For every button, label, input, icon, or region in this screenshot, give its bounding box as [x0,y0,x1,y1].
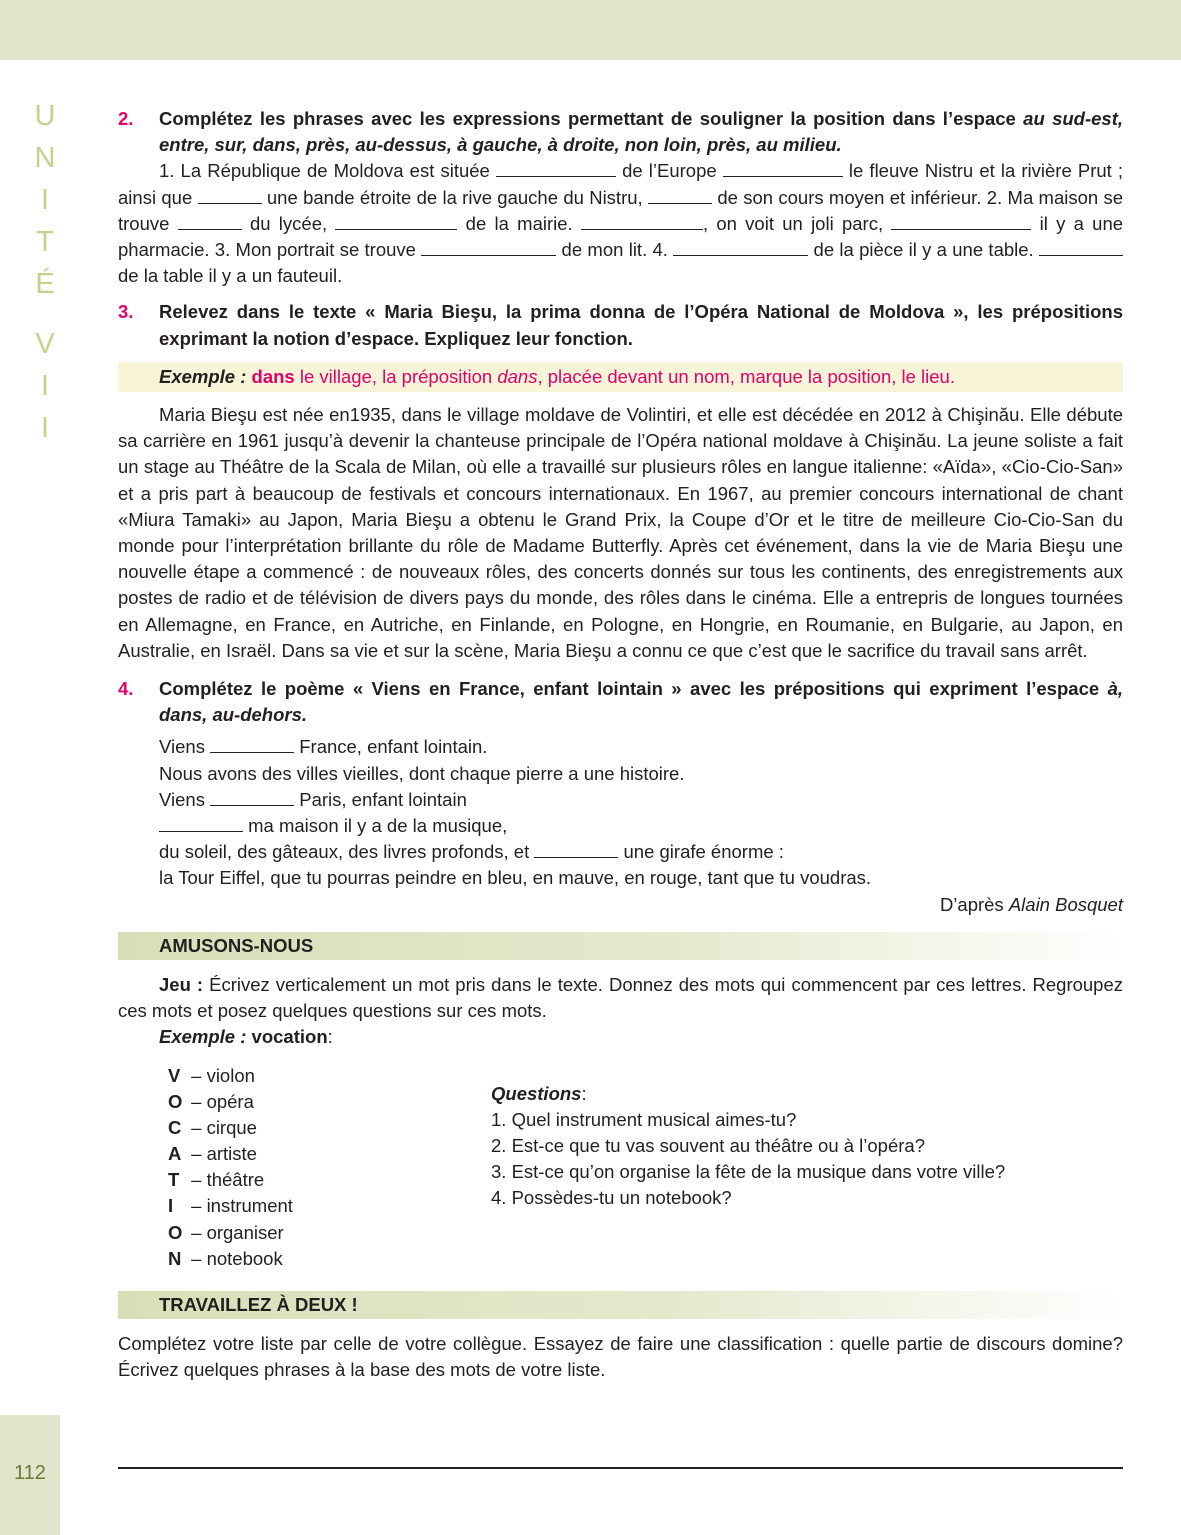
blank[interactable] [178,214,242,230]
list-item: N – notebook [168,1247,283,1269]
blank[interactable] [534,842,618,858]
jeu-example: Exemple : vocation: [159,1026,333,1048]
exercise-number: 3. [118,301,134,323]
list-item: 1. Quel instrument musical aimes-tu? [491,1108,797,1130]
exercise-2-text: 1. La République de Moldova est située de l’Europe le fleuve Nistru et la rivière Prut ; ainsi que une bande étroite de la rive gauche du Nistru, de son cours moyen et inférieur. 2. Ma maison se trouve du lycée, de la mairie. , on voit un joli parc, il y a une pharmacie. 3. Mon portrait se trouve de mon lit. 4. de la pièce il y a une table. de la table il y a un fauteuil. [118,160,1124,287]
list-item: 2. Est-ce que tu vas souvent au théâtre ou à l’opéra? [491,1134,926,1156]
blank[interactable] [421,240,556,256]
example-box: Exemple : dans le village, la préposition dans, placée devant un nom, marque la position, le lieu. [118,362,1123,392]
travaillez-text: Complétez votre liste par celle de votre collègue. Essayez de faire une classification : quelle partie de discours domine? Écrivez quelques phrases à la base des mots de votre liste. [118,1332,1123,1380]
questions-list: Questions: 1. Quel instrument musical aimes-tu? 2. Est-ce que tu vas souvent au théâtre ou à l’opéra? 3. Est-ce qu’on organise la fête de la musique dans votre ville? 4. Possèdes-tu un notebook? [491,1081,1005,1212]
list-item: O – opéra [168,1090,254,1112]
blank[interactable] [673,240,808,256]
poem-attribution: D’après Alain Bosquet [939,893,1123,915]
blank[interactable] [496,161,616,177]
jeu-text: Jeu : Écrivez verticalement un mot pris dans le texte. Donnez des mots qui commencent par ces lettres. Regroupez ces mots et posez quelques questions sur ces mots. [118,973,1124,1022]
exercise-title: Complétez le poème « Viens en France, enfant lointain » avec les prépositions qui expriment l’espace à, dans, au-dehors. [159,678,1124,726]
blank[interactable] [210,790,294,806]
blank[interactable] [891,214,1031,230]
blank[interactable] [581,214,703,230]
acrostic-list [168,1063,293,1273]
blank[interactable] [198,188,262,204]
bottom-rule [118,1467,1123,1469]
list-item: O – organiser [168,1221,284,1243]
unit-label: U N I T É V I I [34,100,58,444]
blank[interactable] [723,161,843,177]
section-heading-travaillez: TRAVAILLEZ À DEUX ! [118,1291,1123,1319]
blank[interactable] [648,188,712,204]
acrostic-area [118,1063,1123,1283]
top-band [0,0,1181,60]
list-item: T – théâtre [168,1169,265,1191]
page-content [118,106,1123,1383]
poem: Viens France, enfant lointain. Nous avons des villes vieilles, dont chaque pierre a une histoire. Viens Paris, enfant lointain ma maison il y a de la musique, du soleil, des gâteaux, des livres profonds, et une girafe énorme : la Tour Eiffel, que tu pourras peindre en bleu, en mauve, en rouge, tant que tu voudras. [159,736,872,889]
exercise-number: 4. [118,678,134,700]
blank[interactable] [1039,240,1123,256]
exercise-4 [118,676,1123,728]
exercise-title: Complétez les phrases avec les expressions permettant de souligner la position dans l’espace au sud-est, entre, sur, dans, près, au-dessus, à gauche, à droite, non loin, près, au milieu. [159,108,1124,156]
exercise-2 [118,106,1123,158]
list-item: V – violon [168,1064,255,1086]
list-item: A – artiste [168,1143,257,1165]
list-item: 4. Possèdes-tu un notebook? [491,1187,732,1209]
blank[interactable] [335,214,457,230]
blank[interactable] [210,737,294,753]
list-item: 3. Est-ce qu’on organise la fête de la musique dans votre ville? [491,1161,1006,1183]
list-item: C – cirque [168,1116,257,1138]
page-number: 112 [14,1462,46,1484]
section-heading-amusons: AMUSONS-NOUS [118,932,1123,960]
exercise-number: 2. [118,108,134,129]
biography-paragraph: Maria Bieşu est née en1935, dans le village moldave de Volintiri, et elle est décédée en 2012 à Chişinău. Elle débute sa carrière en 1961 jusqu’à devenir la chanteuse principale de l’Opéra national moldave à Chişinău. La jeune soliste a fait un stage au Théâtre de la Scala de Milan, où elle a travaillé sur plusieurs rôles en langue italienne: «Aïda», «Cio-Cio-San» et a pris part à beaucoup de festivals et concours internationaux. En 1967, au premier concours international de chant «Miura Tamaki» au Japon, Maria Bieşu a obtenu le Grand Prix, la Coupe d’Or et le titre de meilleure Cio-Cio-San du monde pour l’interprétation brillante du rôle de Madame Butterfly. Après cet événement, dans la vie de Maria Bieşu une nouvelle étape a commencé : de nouveaux rôles, des concerts donnés sur tous les continents, des enregistrements aux postes de radio et de télévision de divers pays du monde, des rôles dans le cinéma. Elle a entrepris de longues tournées en Allemagne, en France, en Autriche, en Finlande, en Pologne, en Hongrie, en Roumanie, en Bulgarie, au Japon, en Australie, en Israël. Dans sa vie et sur la scène, Maria Bieşu a connu ce que c’est que le sacrifice du travail sans arrêt. [118,404,1123,661]
list-item: I – instrument [168,1195,293,1217]
exercise-title: Relevez dans le texte « Maria Bieşu, la prima donna de l’Opéra National de Moldova », les prépositions exprimant la notion d’espace. Expliquez leur fonction. [159,301,1123,349]
exercise-3 [118,299,1123,351]
blank[interactable] [159,816,243,832]
